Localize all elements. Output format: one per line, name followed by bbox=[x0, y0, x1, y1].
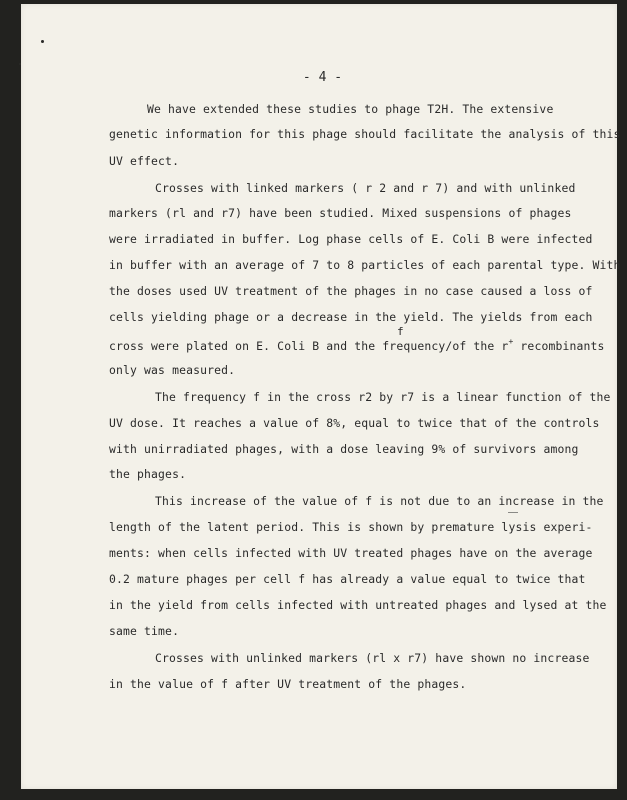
text-line: UV dose. It reaches a value of 8%, equal to twice that of the controls bbox=[109, 416, 600, 430]
page-number: - 4 - bbox=[302, 70, 343, 85]
stray-pen-mark bbox=[508, 512, 518, 513]
text-line: cross were plated on E. Coli B and the frequency/of the r+ recombinants bbox=[109, 337, 605, 353]
text-line: in buffer with an average of 7 to 8 particles of each parental type. With bbox=[109, 258, 621, 272]
binder-hole-mark bbox=[19, 63, 21, 65]
text-line: same time. bbox=[109, 624, 180, 638]
text-line: Crosses with linked markers ( r 2 and r 7) and with unlinked bbox=[155, 181, 576, 195]
text-line: ments: when cells infected with UV treated phages have on the average bbox=[109, 546, 593, 560]
text-line: cells yielding phage or a decrease in the yield. The yields from each bbox=[109, 310, 593, 324]
text-line: genetic information for this phage should facilitate the analysis of this bbox=[109, 127, 621, 141]
text-line: Crosses with unlinked markers (rl x r7) have shown no increase bbox=[155, 651, 590, 665]
text-line: the doses used UV treatment of the phages in no case caused a loss of bbox=[109, 284, 593, 298]
binder-hole-mark bbox=[41, 40, 44, 43]
superscript-plus: + bbox=[508, 337, 514, 346]
text-line: in the value of f after UV treatment of the phages. bbox=[109, 677, 467, 691]
text-line: This increase of the value of f is not due to an increase in the bbox=[155, 494, 604, 508]
text-line: The frequency f in the cross r2 by r7 is a linear function of the bbox=[155, 390, 611, 404]
text-line: length of the latent period. This is shown by premature lysis experi- bbox=[109, 520, 593, 534]
text-line: with unirradiated phages, with a dose leaving 9% of survivors among bbox=[109, 442, 579, 456]
text-line: 0.2 mature phages per cell f has already a value equal to twice that bbox=[109, 572, 586, 586]
text-line: in the yield from cells infected with untreated phages and lysed at the bbox=[109, 598, 607, 612]
text-line: only was measured. bbox=[109, 363, 236, 377]
text-line: UV effect. bbox=[109, 154, 180, 168]
inserted-f-annotation: f bbox=[397, 325, 404, 338]
text-line: the phages. bbox=[109, 467, 187, 481]
text-line: were irradiated in buffer. Log phase cells of E. Coli B were infected bbox=[109, 232, 593, 246]
text-line: markers (rl and r7) have been studied. Mixed suspensions of phages bbox=[109, 206, 572, 220]
text-line: We have extended these studies to phage T2H. The extensive bbox=[147, 102, 554, 116]
